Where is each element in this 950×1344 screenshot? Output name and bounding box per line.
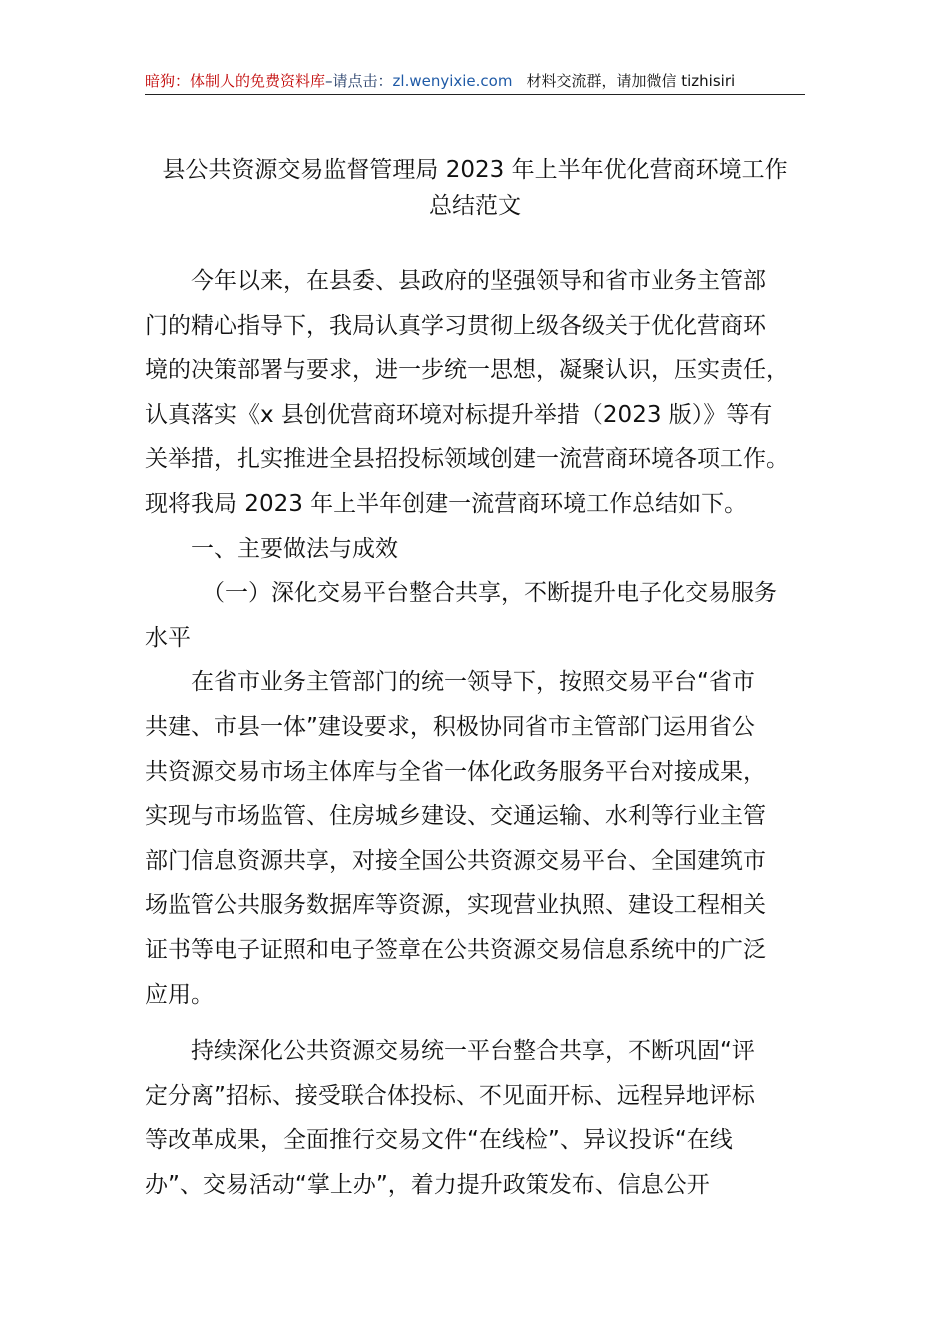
header-contact: 材料交流群，请加微信 tizhisiri (526, 72, 736, 90)
paragraph-line: 场监管公共服务数据库等资源，实现营业执照、建设工程相关 (145, 892, 766, 919)
paragraph-line: 关举措，扎实推进全县招投标领域创建一流营商环境各项工作。 (145, 446, 789, 473)
paragraph-line: 现将我局 2023 年上半年创建一流营商环境工作总结如下。 (145, 490, 748, 517)
subsection-heading-line: （一）深化交易平台整合共享，不断提升电子化交易服务 (202, 580, 777, 607)
header-link[interactable]: zl.wenyixie.com (392, 72, 513, 90)
paragraph-line: 证书等电子证照和电子签章在公共资源交易信息系统中的广泛 (145, 936, 766, 963)
paragraph-line: 门的精心指导下，我局认真学习贯彻上级各级关于优化营商环 (145, 312, 766, 339)
paragraph-line: 办”、交易活动“掌上办”，着力提升政策发布、信息公开 (145, 1171, 710, 1198)
header-click-prompt: –请点击： (325, 72, 393, 90)
paragraph-line: 境的决策部署与要求，进一步统一思想，凝聚认识，压实责任， (145, 357, 789, 384)
paragraph-line: 应用。 (145, 981, 214, 1008)
document-title-line-1: 县公共资源交易监督管理局 2023 年上半年优化营商环境工作 (162, 157, 788, 183)
paragraph-line: 持续深化公共资源交易统一平台整合共享，不断巩固“评 (191, 1038, 755, 1065)
document-body (145, 259, 807, 1207)
paragraph-line: 部门信息资源共享，对接全国公共资源交易平台、全国建筑市 (145, 847, 766, 874)
section-heading: 一、主要做法与成效 (191, 535, 398, 562)
paragraph-spacer (145, 1017, 807, 1029)
paragraph-line: 认真落实《x 县创优营商环境对标提升举措（2023 版）》等有 (145, 401, 773, 428)
paragraph-line: 定分离”招标、接受联合体投标、不见面开标、远程异地评标 (145, 1082, 755, 1109)
document-title-line-2: 总结范文 (429, 193, 521, 219)
page-header (145, 68, 805, 94)
subsection-heading-line: 水平 (145, 624, 191, 651)
paragraph-line: 等改革成果，全面推行交易文件“在线检”、异议投诉“在线 (145, 1127, 733, 1154)
paragraph-line: 今年以来，在县委、县政府的坚强领导和省市业务主管部 (191, 268, 766, 294)
paragraph-line: 共资源交易市场主体库与全省一体化政务服务平台对接成果， (145, 758, 766, 785)
paragraph-line: 实现与市场监管、住房城乡建设、交通运输、水利等行业主管 (145, 803, 766, 830)
paragraph-line: 共建、市县一体”建设要求，积极协同省市主管部门运用省公 (145, 713, 755, 740)
paragraph-line: 在省市业务主管部门的统一领导下，按照交易平台“省市 (191, 669, 755, 696)
header-divider (145, 94, 805, 95)
header-brand: 暗狗：体制人的免费资料库 (145, 72, 326, 90)
